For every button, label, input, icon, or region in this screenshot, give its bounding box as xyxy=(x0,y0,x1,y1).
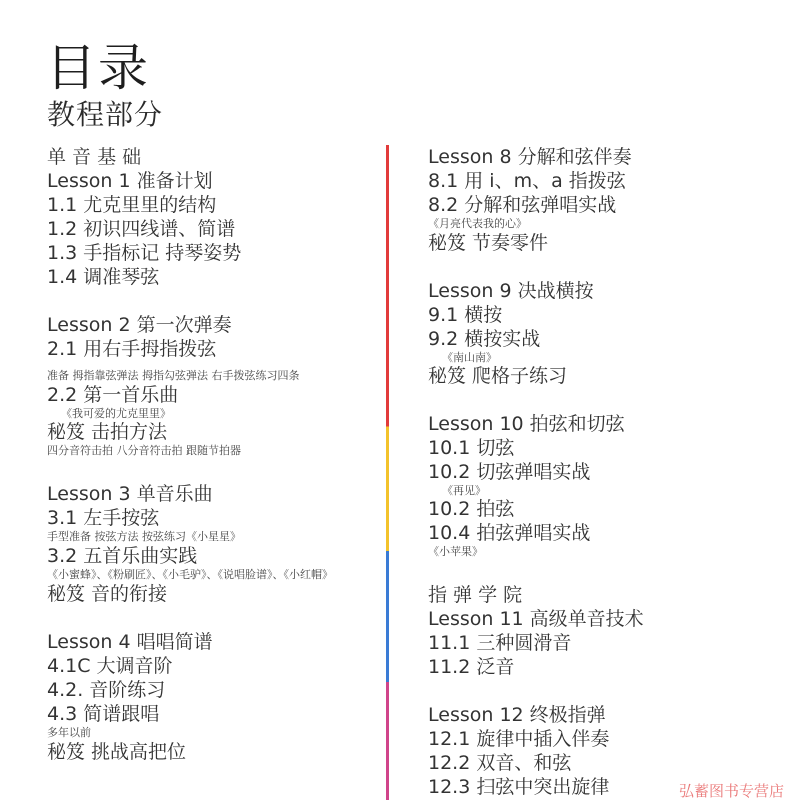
color-divider xyxy=(386,145,389,800)
lesson-title: Lesson 11 高级单音技术 xyxy=(428,608,644,630)
toc-item: 8.2 分解和弦弹唱实战 xyxy=(428,194,617,216)
toc-item: 12.3 扫弦中突出旋律 xyxy=(428,776,610,798)
toc-note: 《小苹果》 xyxy=(428,545,483,558)
toc-item: 9.1 横按 xyxy=(428,304,503,326)
toc-item: 10.1 切弦 xyxy=(428,437,515,459)
toc-item: 11.1 三种圆滑音 xyxy=(428,632,572,654)
toc-note: 准备 拇指靠弦弹法 拇指勾弦弹法 右手拨弦练习四条 xyxy=(47,369,300,382)
toc-item: 秘笈 挑战高把位 xyxy=(47,741,187,763)
toc-note: 《月亮代表我的心》 xyxy=(428,217,527,230)
toc-note: 多年以前 xyxy=(47,726,91,739)
toc-item: 秘笈 击拍方法 xyxy=(47,421,168,443)
toc-note: 《我可爱的尤克里里》 xyxy=(61,407,171,420)
toc-item: 1.1 尤克里里的结构 xyxy=(47,194,217,216)
lesson-title: Lesson 3 单音乐曲 xyxy=(47,483,213,505)
toc-item: 12.2 双音、和弦 xyxy=(428,752,572,774)
toc-item: 1.4 调准琴弦 xyxy=(47,266,160,288)
toc-item: 4.1C 大调音阶 xyxy=(47,655,173,677)
toc-item: 3.1 左手按弦 xyxy=(47,507,160,529)
toc-note: 四分音符击拍 八分音符击拍 跟随节拍器 xyxy=(47,444,241,457)
lesson-title: Lesson 8 分解和弦伴奏 xyxy=(428,146,632,168)
toc-item: 4.3 简谱跟唱 xyxy=(47,703,160,725)
toc-item: 1.2 初识四线谱、简谱 xyxy=(47,218,236,240)
toc-item: 10.2 拍弦 xyxy=(428,498,515,520)
toc-item: 2.1 用右手拇指拨弦 xyxy=(47,338,217,360)
page-subtitle: 教程部分 xyxy=(47,98,164,131)
toc-item: 3.2 五首乐曲实践 xyxy=(47,545,198,567)
page-title: 目录 xyxy=(46,39,150,97)
toc-note: 《小蜜蜂》、《粉刷匠》、《小毛驴》、《说唱脸谱》、《小红帽》 xyxy=(47,568,333,581)
toc-item: 12.1 旋律中插入伴奏 xyxy=(428,728,610,750)
toc-item: 2.2 第一首乐曲 xyxy=(47,384,179,406)
toc-note: 《南山南》 xyxy=(442,351,497,364)
toc-item: 秘笈 音的衔接 xyxy=(47,583,168,605)
toc-item: 10.2 切弦弹唱实战 xyxy=(428,461,591,483)
toc-item: 10.4 拍弦弹唱实战 xyxy=(428,522,591,544)
toc-item: 秘笈 爬格子练习 xyxy=(428,365,568,387)
lesson-title: Lesson 2 第一次弹奏 xyxy=(47,314,232,336)
section-heading: 指 弹 学 院 xyxy=(428,584,523,606)
toc-item: 11.2 泛音 xyxy=(428,656,515,678)
toc-note: 《再见》 xyxy=(442,484,486,497)
toc-left-column xyxy=(47,145,377,764)
toc-item: 9.2 横按实战 xyxy=(428,328,541,350)
lesson-title: Lesson 1 准备计划 xyxy=(47,170,213,192)
toc-note: 手型准备 按弦方法 按弦练习《小星星》 xyxy=(47,530,241,543)
toc-right-column xyxy=(428,145,768,799)
toc-item: 4.2. 音阶练习 xyxy=(47,679,166,701)
lesson-title: Lesson 4 唱唱简谱 xyxy=(47,631,213,653)
toc-item: 8.1 用 i、m、a 指拨弦 xyxy=(428,170,626,192)
lesson-title: Lesson 10 拍弦和切弦 xyxy=(428,413,625,435)
lesson-title: Lesson 12 终极指弹 xyxy=(428,704,606,726)
toc-item: 1.3 手指标记 持琴姿势 xyxy=(47,242,242,264)
store-watermark: 弘蓄图书专营店 xyxy=(678,782,784,800)
section-heading: 单 音 基 础 xyxy=(47,146,142,168)
toc-item: 秘笈 节奏零件 xyxy=(428,232,549,254)
lesson-title: Lesson 9 决战横按 xyxy=(428,280,594,302)
